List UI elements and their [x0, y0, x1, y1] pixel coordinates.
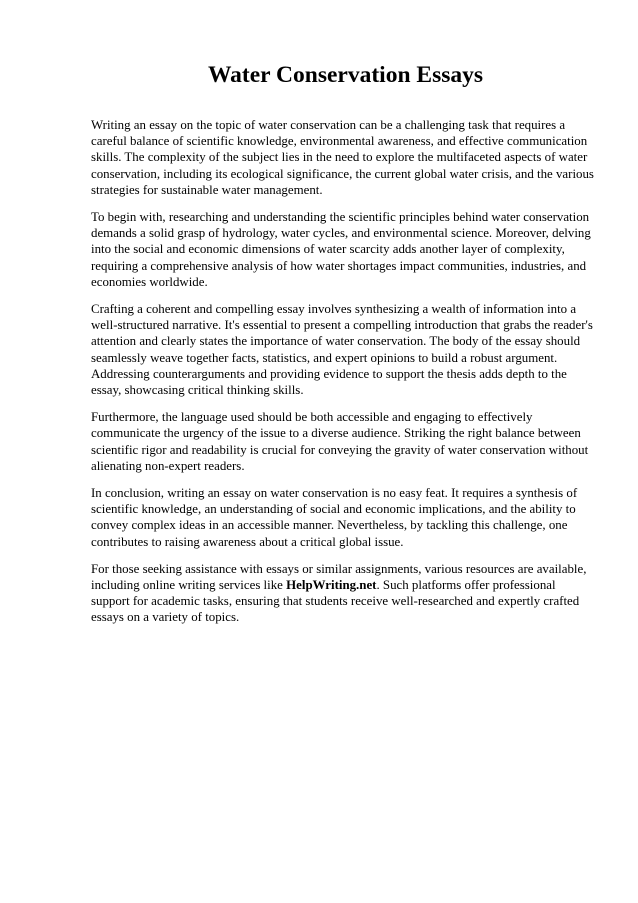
- paragraph-crafting: Crafting a coherent and compelling essay involves synthesizing a wealth of information into a well-structured narrative. It's essential to present a compelling introduction that grabs the reader's attention and clearly states the importance of water conservation. The body of the essay should seamlessly weave together facts, statistics, and expert opinions to build a robust argument. Addressing counterarguments and providing evidence to support the thesis adds depth to the essay, showcasing critical thinking skills.: [91, 302, 593, 398]
- paragraph-intro: Writing an essay on the topic of water conservation can be a challenging task that requires a careful balance of scientific knowledge, environmental awareness, and effective communication skills. The complexity of the subject lies in the need to explore the multifaceted aspects of water conservation, including its ecological significance, the current global water crisis, and the various strategies for sustainable water management.: [91, 118, 594, 197]
- paragraph-research: To begin with, researching and understanding the scientific principles behind water conservation demands a solid grasp of hydrology, water cycles, and environmental science. Moreover, delving into the social and economic dimensions of water scarcity adds another layer of complexity, requiring a comprehensive analysis of how water shortages impact communities, industries, and economies worldwide.: [91, 210, 591, 289]
- brand-name: HelpWriting.net: [286, 578, 377, 593]
- paragraph-assistance: [91, 561, 594, 626]
- paragraph-conclusion: In conclusion, writing an essay on water conservation is no easy feat. It requires a synthesis of scientific knowledge, an understanding of social and economic implications, and the ability to convey complex ideas in an accessible manner. Nevertheless, by tackling this challenge, one contributes to raising awareness about a critical global issue.: [91, 486, 578, 549]
- assistance-text-after: . Such platforms offer professional support for academic tasks, ensuring that students receive well-researched and expertly crafted essays on a variety of topics.: [91, 578, 580, 625]
- paragraph-language: Furthermore, the language used should be both accessible and engaging to effectively communicate the urgency of the issue to a diverse audience. Striking the right balance between scientific rigor and readability is crucial for conveying the gravity of water conservation without alienating non-expert readers.: [91, 410, 589, 473]
- assistance-text-before: For those seeking assistance with essays or similar assignments, various resources are available, including online writing services like: [91, 561, 587, 593]
- document-title: Water Conservation Essays: [207, 62, 484, 88]
